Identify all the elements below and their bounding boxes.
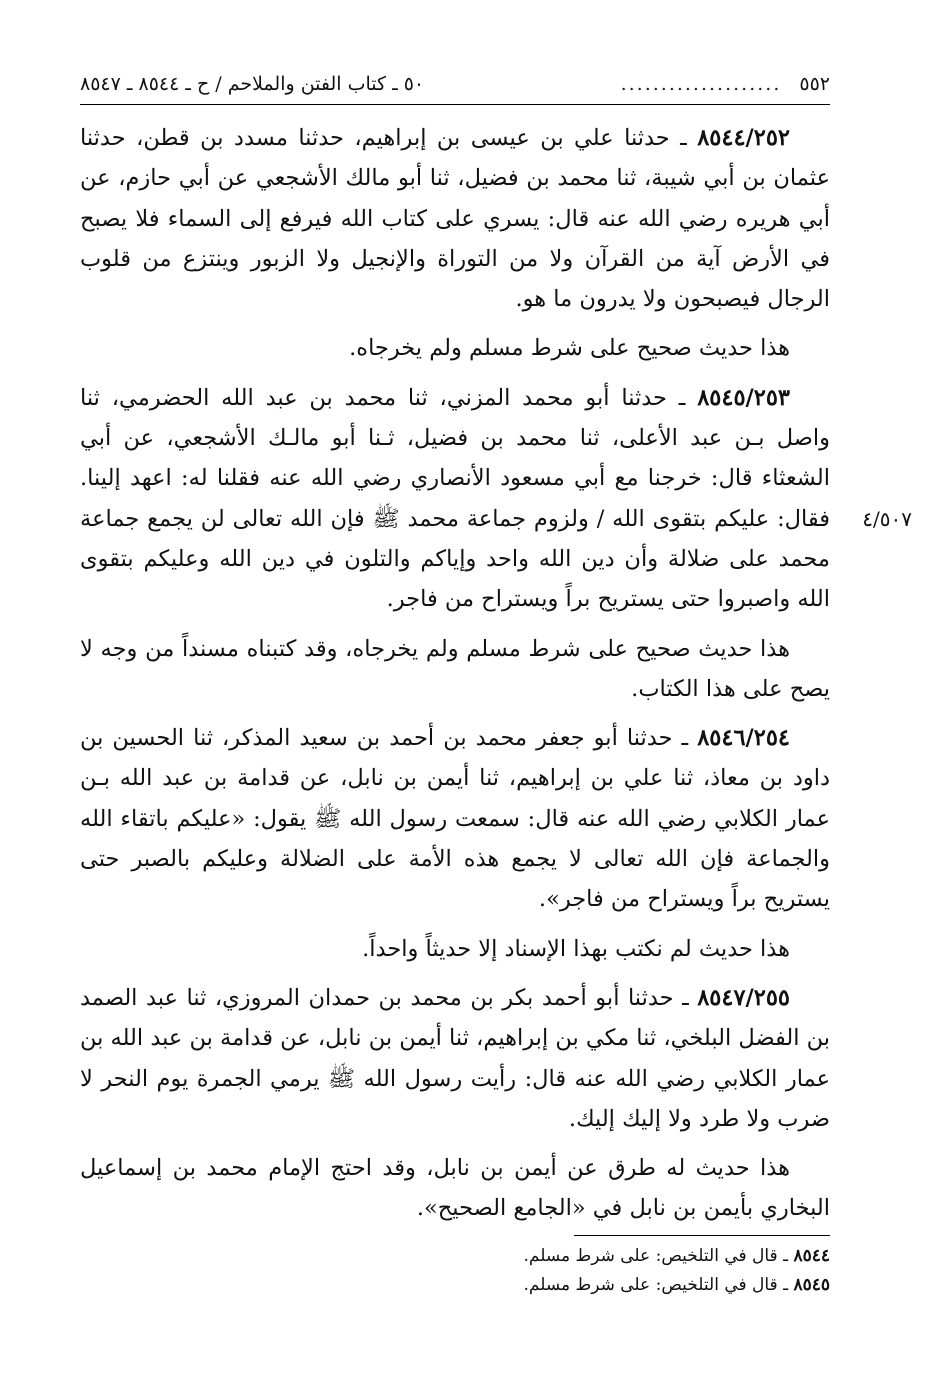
hadith-paragraph [80, 718, 830, 919]
hadith-number: ٨٥٤٧/٢٥٥ [697, 984, 790, 1011]
hadith-text: ـ حدثنا علي بن عيسى بن إبراهيم، حدثنا مسدد بن قطن، حدثنا عثمان بن أبي شيبة، ثنا محمد بن فضيل، ثنا أبو مالك الأشجعي عن أبي حازم، عن أبي هريره رضي الله عنه قال: يسري على كتاب الله فيرفع إلى السماء فلا يصبح في الأرض آية من القرآن ولا من التوراة والإنجيل ولا الزبور وينتزع من قلوب الرجال فيصبحون ولا يدرون ما هو. [80, 125, 830, 313]
grading-text: هذا حديث صحيح على شرط مسلم ولم يخرجاه. [349, 335, 790, 362]
hadith-text: ـ حدثنا أبو جعفر محمد بن أحمد بن سعيد المذكر، ثنا الحسين بن داود بن معاذ، ثنا علي بن إبراهيم، ثنا أيمن بن نابل، عن قدامة بن عبد الله بـن عمار الكلابي رضي الله عنه قال: سمعت رسول الله ﷺ يقول: «عليكم باتقاء الله والجماعة فإن الله تعالى لا يجمع هذه الأمة على الضلالة وعليكم بالصبر حتى يستريح براً ويستراح من فاجر». [80, 725, 830, 913]
grading-text: هذا حديث له طرق عن أيمن بن نابل، وقد احتج الإمام محمد بن إسماعيل البخاري بأيمن بن نابل في «الجامع الصحيح». [80, 1155, 830, 1222]
footnote-number: ٨٥٤٤ [793, 1246, 830, 1266]
grading-paragraph [80, 929, 830, 969]
footnote-text: ـ قال في التلخيص: على شرط مسلم. [523, 1275, 794, 1295]
hadith-text: ـ حدثنا أبو أحمد بكر بن محمد بن حمدان المروزي، ثنا عبد الصمد بن الفضل البلخي، ثنا مكي بن إبراهيم، ثنا أيمن بن نابل، عن قدامة بن عبد الله بن عمار الكلابي رضي الله عنه قال: رأيت رسول الله ﷺ يرمي الجمرة يوم النحر لا ضرب ولا طرد ولا إليك إليك. [80, 984, 830, 1132]
grading-text: هذا حديث لم نكتب بهذا الإسناد إلا حديثاً واحداً. [362, 935, 790, 962]
footnote-text: ـ قال في التلخيص: على شرط مسلم. [523, 1246, 794, 1266]
grading-paragraph [80, 328, 830, 368]
hadith-text: ـ حدثنا أبو محمد المزني، ثنا محمد بن عبد الله الحضرمي، ثنا واصل بـن عبد الأعلى، ثنا محمد بن فضيل، ثـنا أبو مالـك الأشجعي، عن أبي الشعثاء قال: خرجنا مع أبي مسعود الأنصاري رضي الله عنه فقلنا له: اعهد إلينا. فقال: عليكم بتقوى الله / ولزوم جماعة محمد ﷺ فإن الله تعالى لن يجمع جماعة محمد على ضلالة وأن دين الله واحد وإياكم والتلون في دين الله وعليكم بتقوى الله واصبروا حتى يستريح براً ويستراح من فاجر. [80, 384, 830, 613]
header-title: ٥٠ ـ كتاب الفتن والملاحم / ح ـ ٨٥٤٤ ـ ٨٥٤٧ [80, 73, 425, 95]
hadith-number: ٨٥٤٥/٢٥٣ [697, 384, 790, 411]
footnote-rule [574, 1235, 830, 1236]
footnote [80, 1271, 830, 1300]
hadith-number: ٨٥٤٤/٢٥٢ [697, 125, 790, 151]
margin-volume-page-ref: ٤/٥٠٧ [862, 507, 912, 531]
grading-paragraph [80, 1148, 830, 1229]
footnote [80, 1242, 830, 1271]
page-number: ٥٥٢ [799, 73, 830, 95]
hadith-paragraph [80, 378, 830, 620]
footnote-number: ٨٥٤٥ [793, 1275, 830, 1295]
hadith-number: ٨٥٤٦/٢٥٤ [697, 725, 790, 752]
running-header [80, 66, 830, 102]
main-text [80, 118, 830, 1238]
grading-paragraph [80, 629, 830, 710]
footnotes [80, 1242, 830, 1300]
grading-text: هذا حديث صحيح على شرط مسلم ولم يخرجاه، وقد كتبناه مسنداً من وجه لا يصح على هذا الكتاب. [80, 635, 830, 702]
hadith-paragraph [80, 978, 830, 1139]
hadith-paragraph [80, 118, 830, 319]
header-leader-dots: .................... [620, 73, 782, 95]
header-rule [80, 104, 830, 105]
